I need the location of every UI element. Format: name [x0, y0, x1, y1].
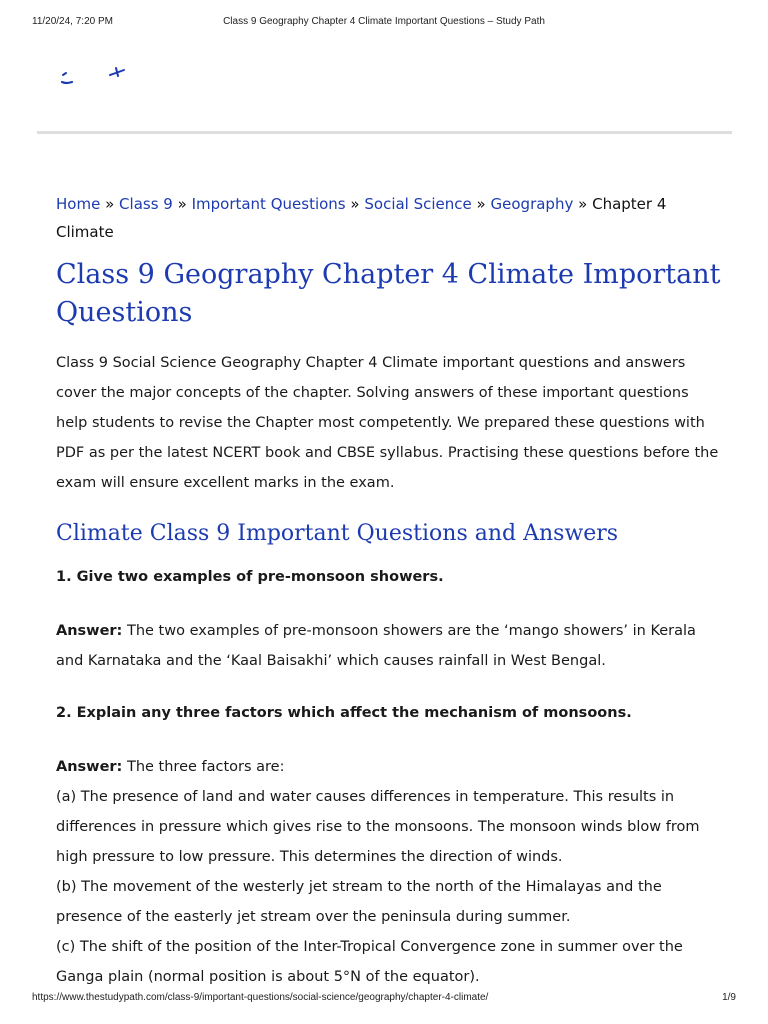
question-2: 2. Explain any three factors which affect the mechanism of monsoons.: [56, 705, 632, 721]
answer-label: Answer:: [56, 623, 123, 639]
header-divider: [37, 131, 732, 134]
answer-2-text: The three factors are:: [122, 759, 285, 775]
breadcrumb-separator: »: [350, 195, 360, 213]
breadcrumb-separator: »: [578, 195, 588, 213]
site-logo[interactable]: [58, 64, 128, 86]
answer-2-point-c: (c) The shift of the position of the Inter-Tropical Convergence zone in summer over the Ganga plain (normal position is about 5°N of the equator).: [56, 939, 683, 985]
answer-1-text: The two examples of pre-monsoon showers are the ‘mango showers’ in Kerala and Karnataka and the ‘Kaal Baisakhi’ which causes rainfall in West Bengal.: [56, 623, 696, 669]
breadcrumb: [56, 190, 721, 246]
answer-2-point-a: (a) The presence of land and water causes differences in temperature. This results in differences in pressure which gives rise to the monsoons. The monsoon winds blow from high pressure to low pressure. This determines the direction of winds.: [56, 789, 700, 865]
breadcrumb-class-9-link[interactable]: Class 9: [119, 195, 173, 213]
print-url: https://www.thestudypath.com/class-9/important-questions/social-science/geography/chapter-4-climate/: [32, 992, 489, 1003]
question-1: 1. Give two examples of pre-monsoon showers.: [56, 569, 444, 585]
print-header: [32, 16, 736, 30]
answer-label: Answer:: [56, 759, 123, 775]
section-heading: Climate Class 9 Important Questions and Answers: [56, 521, 619, 546]
page-title: Class 9 Geography Chapter 4 Climate Important Questions: [56, 259, 721, 328]
answer-2-point-b: (b) The movement of the westerly jet stream to the north of the Himalayas and the presence of the easterly jet stream over the peninsula during summer.: [56, 879, 662, 925]
answer-1: [56, 616, 721, 676]
breadcrumb-separator: »: [177, 195, 187, 213]
article-content: [56, 190, 721, 992]
breadcrumb-home-link[interactable]: Home: [56, 195, 101, 213]
page-number: 1/9: [722, 992, 736, 1003]
breadcrumb-current: Chapter 4 Climate: [56, 195, 667, 241]
print-date: 11/20/24, 7:20 PM: [32, 16, 113, 27]
intro-paragraph: Class 9 Social Science Geography Chapter 4 Climate important questions and answers cover the major concepts of the chapter. Solving answers of these important questions help students to revise the Chapter most competently. We prepared these questions with PDF as per the latest NCERT book and CBSE syllabus. Practising these questions before the exam will ensure excellent marks in the exam.: [56, 355, 719, 491]
breadcrumb-important-questions-link[interactable]: Important Questions: [191, 195, 346, 213]
breadcrumb-social-science-link[interactable]: Social Science: [364, 195, 472, 213]
print-footer: [32, 992, 736, 1006]
breadcrumb-separator: »: [105, 195, 115, 213]
answer-2: [56, 752, 721, 782]
breadcrumb-geography-link[interactable]: Geography: [490, 195, 574, 213]
print-page-title: Class 9 Geography Chapter 4 Climate Important Questions – Study Path: [223, 16, 545, 27]
breadcrumb-separator: »: [476, 195, 486, 213]
